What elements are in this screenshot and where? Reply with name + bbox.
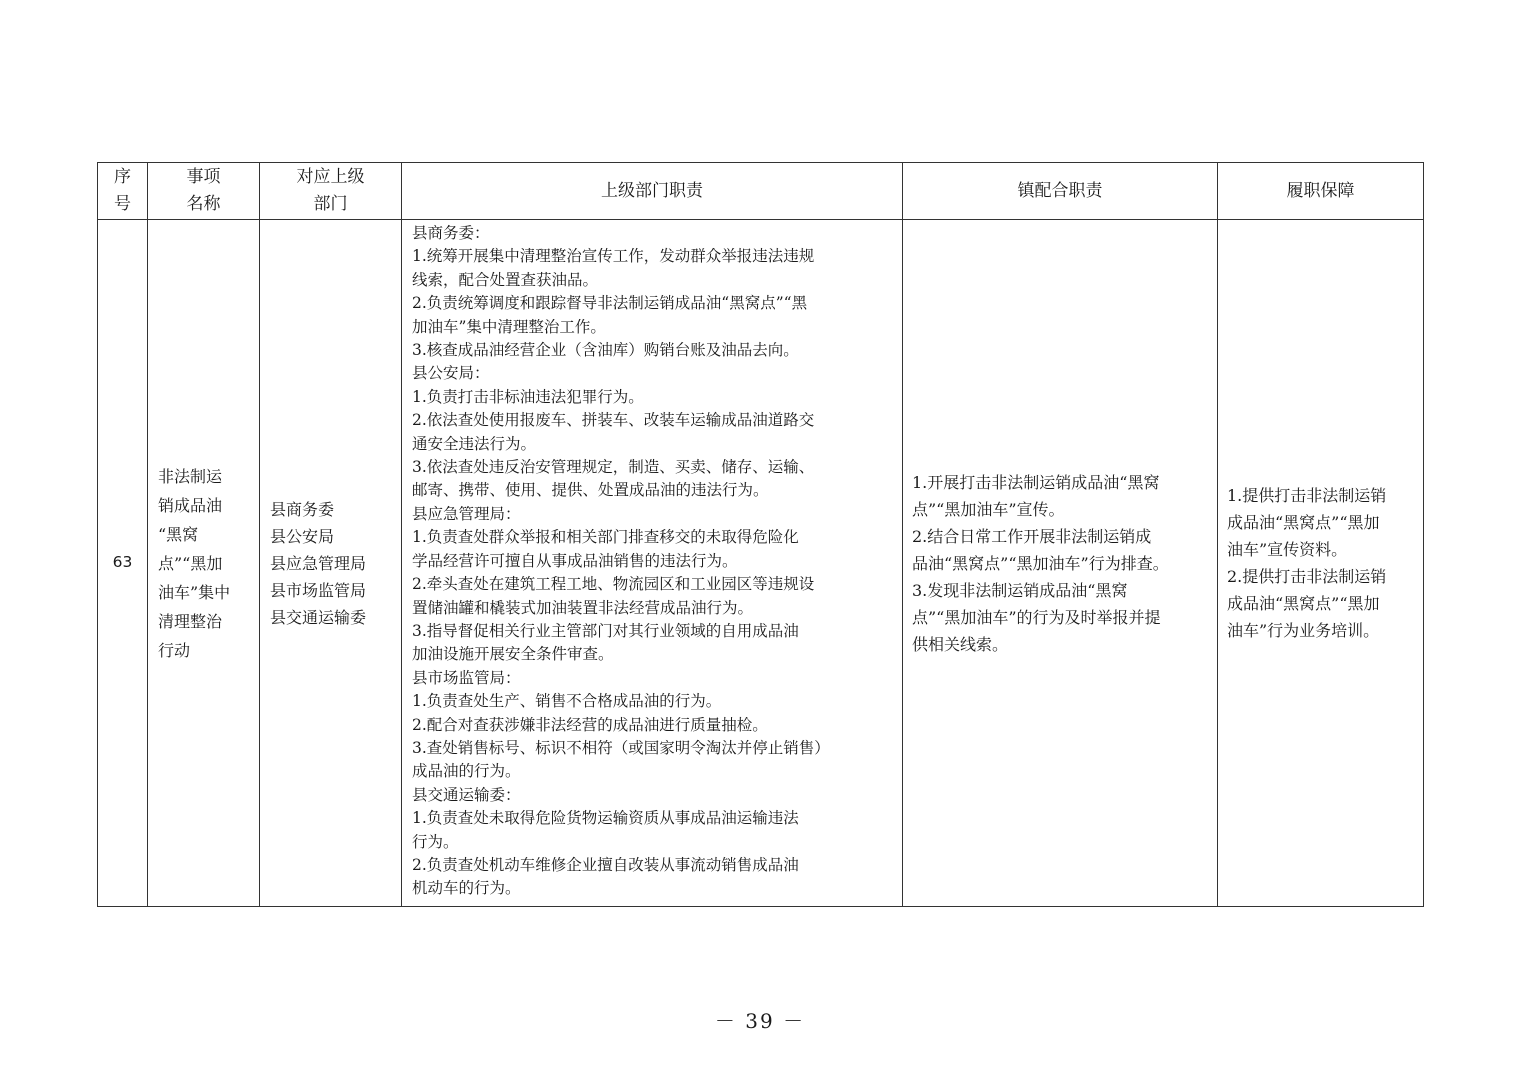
table-row: [98, 220, 1424, 907]
upper-duty-line: 2.依法查处使用报废车、拼装车、改装车运输成品油道路交: [412, 411, 815, 430]
item-name-line: 油车”集中: [158, 582, 231, 602]
header-guarantee: 履职保障: [1218, 163, 1424, 220]
upper-duty-line: 县应急管理局：: [412, 504, 521, 523]
upper-duty-line: 成品油的行为。: [412, 762, 521, 781]
guarantee-line: 成品油“黑窝点”“黑加: [1227, 513, 1380, 532]
guarantee-line: 成品油“黑窝点”“黑加: [1227, 594, 1380, 613]
item-name-line: 销成品油: [158, 495, 223, 515]
header-upper-duty: 上级部门职责: [402, 163, 903, 220]
guarantee-text: [1227, 482, 1415, 644]
upper-duty-line: 1.统筹开展集中清理整治宣传工作，发动群众举报违法违规: [412, 247, 815, 266]
town-duty-line: 品油“黑窝点”“黑加油车”行为排查。: [912, 553, 1169, 573]
upper-duty-line: 3.查处销售标号、标识不相符（或国家明令淘汰并停止销售）: [412, 738, 830, 757]
upper-duty-line: 2.负责查处机动车维修企业擅自改装从事流动销售成品油: [412, 855, 799, 874]
upper-duty-line: 邮寄、携带、使用、提供、处置成品油的违法行为。: [412, 481, 769, 500]
upper-duty-line: 1.负责查处未取得危险货物运输资质从事成品油运输违法: [412, 809, 799, 828]
upper-duty-line: 行为。: [412, 832, 459, 851]
item-name-line: 点”“黑加: [158, 553, 223, 573]
header-seq: 序 号: [98, 163, 148, 220]
upper-duty-line: 加油设施开展安全条件审查。: [412, 645, 614, 664]
cell-item-name: [148, 220, 260, 907]
upper-duty-line: 县交通运输委：: [412, 785, 521, 804]
header-upper-dept: 对应上级 部门: [260, 163, 402, 220]
guarantee-line: 1.提供打击非法制运销: [1227, 486, 1387, 505]
item-name-lines: [158, 462, 249, 665]
town-duty-line: 供相关线索。: [912, 634, 1009, 654]
header-town-duty: 镇配合职责: [903, 163, 1218, 220]
upper-duty-line: 2.负责统筹调度和跟踪督导非法制运销成品油“黑窝点”“黑: [412, 294, 808, 313]
upper-duty-line: 通安全违法行为。: [412, 434, 537, 453]
upper-duty-text: [412, 222, 894, 901]
upper-dept-item: 县交通运输委: [270, 607, 367, 627]
town-duty-line: 2.结合日常工作开展非法制运销成: [912, 526, 1152, 546]
cell-upper-duty: [402, 220, 903, 907]
town-duty-line: 3.发现非法制运销成品油“黑窝: [912, 580, 1128, 600]
town-duty-line: 点”“黑加油车”宣传。: [912, 499, 1065, 519]
upper-duty-line: 3.核查成品油经营企业（含油库）购销台账及油品去向。: [412, 341, 799, 360]
duty-table: [97, 162, 1424, 907]
upper-dept-item: 县应急管理局: [270, 553, 367, 573]
upper-duty-line: 县商务委：: [412, 224, 490, 242]
guarantee-line: 2.提供打击非法制运销: [1227, 567, 1387, 586]
item-name-line: “黑窝: [158, 524, 199, 544]
guarantee-line: 油车”宣传资料。: [1227, 540, 1348, 559]
town-duty-line: 1.开展打击非法制运销成品油“黑窝: [912, 472, 1160, 492]
upper-duty-line: 机动车的行为。: [412, 879, 521, 898]
cell-upper-dept: [260, 220, 402, 907]
upper-dept-item: 县市场监管局: [270, 580, 367, 600]
upper-dept-item: 县公安局: [270, 526, 335, 546]
upper-duty-line: 线索，配合处置查获油品。: [412, 270, 599, 289]
cell-town-duty: [903, 220, 1218, 907]
upper-duty-line: 2.牵头查处在建筑工程工地、物流园区和工业园区等违规设: [412, 575, 815, 594]
page-number: － 39 －: [714, 1009, 806, 1033]
item-name-line: 清理整治: [158, 611, 223, 631]
town-duty-line: 点”“黑加油车”的行为及时举报并提: [912, 607, 1161, 627]
header-row: [98, 163, 1424, 220]
item-name-line: 非法制运: [158, 466, 223, 486]
item-name-line: 行动: [158, 640, 191, 660]
upper-dept-list: [270, 496, 393, 631]
upper-dept-item: 县商务委: [270, 499, 335, 519]
upper-duty-line: 1.负责查处群众举报和相关部门排查移交的未取得危险化: [412, 528, 799, 547]
upper-duty-line: 县公安局：: [412, 364, 490, 383]
upper-duty-line: 县市场监管局：: [412, 668, 521, 687]
upper-duty-line: 1.负责打击非标油违法犯罪行为。: [412, 387, 644, 406]
upper-duty-line: 3.指导督促相关行业主管部门对其行业领域的自用成品油: [412, 621, 799, 640]
guarantee-line: 油车”行为业务培训。: [1227, 621, 1380, 640]
header-item-name: 事项 名称: [148, 163, 260, 220]
upper-duty-line: 加油车”集中清理整治工作。: [412, 317, 606, 336]
cell-guarantee: [1218, 220, 1424, 907]
upper-duty-line: 2.配合对查获涉嫌非法经营的成品油进行质量抽检。: [412, 715, 768, 734]
town-duty-text: [912, 469, 1209, 658]
upper-duty-line: 学品经营许可擅自从事成品油销售的违法行为。: [412, 551, 738, 570]
upper-duty-line: 3.依法查处违反治安管理规定，制造、买卖、储存、运输、: [412, 458, 815, 477]
upper-duty-line: 置储油罐和橇装式加油装置非法经营成品油行为。: [412, 598, 754, 617]
cell-seq: 63: [98, 220, 148, 907]
upper-duty-line: 1.负责查处生产、销售不合格成品油的行为。: [412, 692, 722, 711]
